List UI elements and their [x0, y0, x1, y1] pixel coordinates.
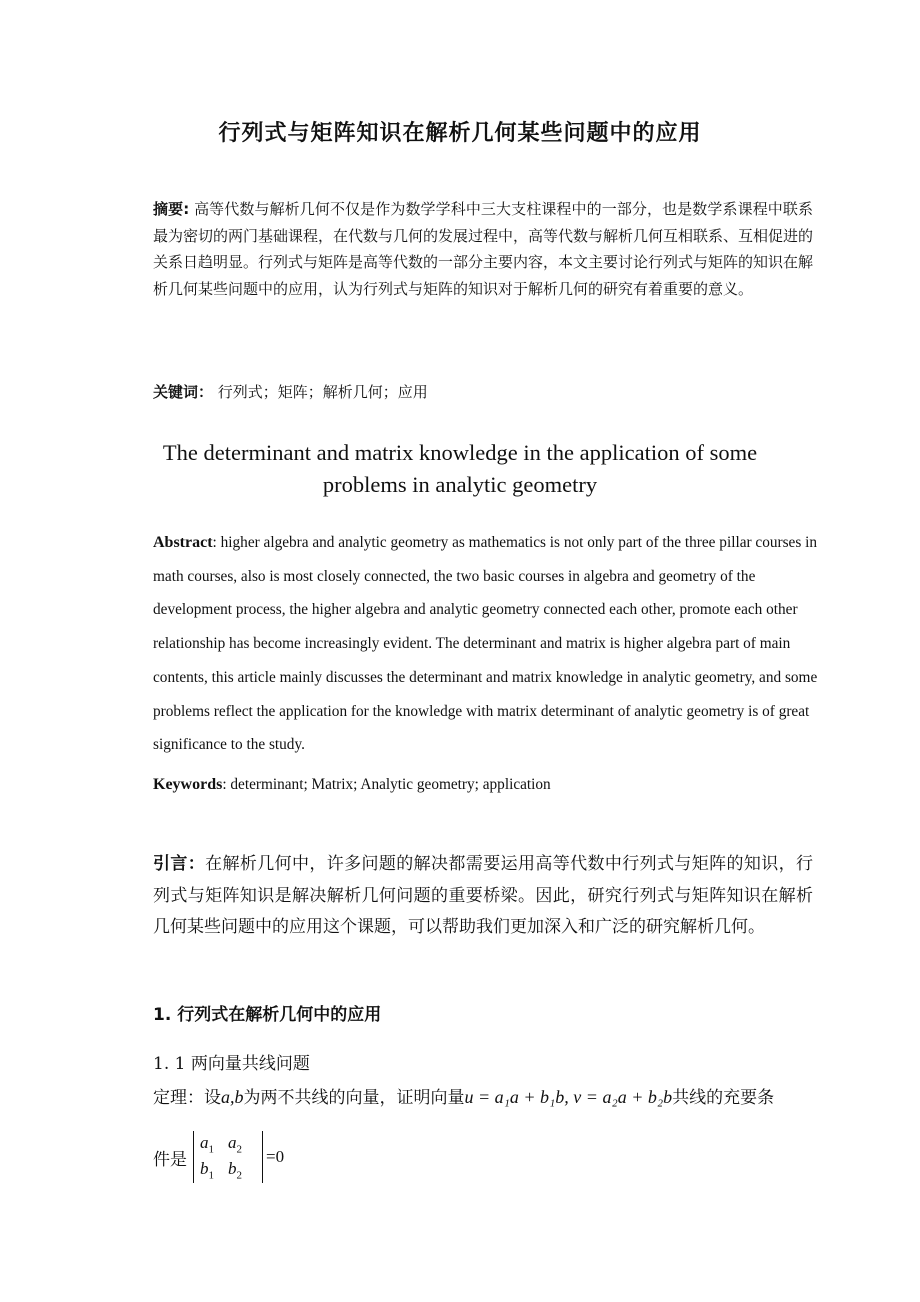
abstract-en: [153, 526, 818, 762]
subsection-heading-1-1: 1. 1 两向量共线问题: [153, 1054, 310, 1074]
condition-equals: =0: [266, 1147, 285, 1166]
theorem-mid: 为两不共线的向量，证明向量: [243, 1088, 465, 1108]
introduction: [153, 849, 813, 944]
paper-title-cn: 行列式与矩阵知识在解析几何某些问题中的应用: [218, 121, 702, 146]
intro-text: 在解析几何中，许多问题的解决都需要运用高等代数中行列式与矩阵的知识，行列式与矩阵知识是解决解析几何问题的重要桥梁。因此，研究行列式与矩阵知识在解析几何某些问题中的应用这个课题，可以帮助我们更加深入和广泛的研究解析几何。: [153, 854, 814, 937]
keywords-cn: [153, 381, 813, 402]
abstract-cn-text: 高等代数与解析几何不仅是作为数学学科中三大支柱课程中的一部分，也是数学系课程中联系最为密切的两门基础课程，在代数与几何的发展过程中，高等代数与解析几何互相联系、互相促进的关系日趋明显。行列式与矩阵是高等代数的一部分主要内容，本文主要讨论行列式与矩阵的知识在解析几何某些问题中的应用，认为行列式与矩阵的知识对于解析几何的研究有着重要的意义。: [153, 200, 814, 298]
theorem-condition: [153, 1129, 284, 1185]
determinant-row: [200, 1131, 256, 1157]
det-cell-b1: $b_1$: [200, 1158, 214, 1182]
theorem-statement: [153, 1082, 818, 1113]
abstract-cn-label: 摘要:: [153, 200, 190, 218]
section-heading-1: 1. 行列式在解析几何中的应用: [153, 1005, 382, 1025]
keywords-cn-label: 关键词：: [153, 383, 214, 401]
abstract-en-label: Abstract: [153, 534, 213, 551]
det-cell-a1: $a_1$: [200, 1132, 214, 1156]
condition-prefix: 件是: [153, 1149, 187, 1170]
intro-label: 引言：: [153, 854, 206, 874]
keywords-en-label: Keywords: [153, 776, 223, 793]
theorem-prefix: 定理：设: [153, 1088, 221, 1108]
det-cell-a2: $a_2$: [228, 1132, 242, 1156]
theorem-vars: a,b: [221, 1087, 244, 1107]
keywords-en-text: : determinant; Matrix; Analytic geometry; application: [222, 776, 551, 793]
det-cell-b2: $b_2$: [228, 1158, 242, 1182]
determinant: [193, 1131, 263, 1183]
theorem-formula: u = a₁a + b₁b, v = a₂a + b₂b: [464, 1087, 673, 1107]
keywords-cn-text: 行列式；矩阵；解析几何；应用: [217, 383, 428, 401]
abstract-cn: [153, 196, 813, 302]
abstract-en-text: : higher algebra and analytic geometry as mathematics is not only part of the three pillar courses in math courses, also is most closely connected, the two basic courses in algebra and geometry of the development process, the higher algebra and analytic geometry connected each other, promote each other relationship has become increasingly evident. The determinant and matrix is higher algebra part of main contents, this article mainly discusses the determinant and matrix knowledge in analytic geometry, and some problems reflect the application for the knowledge with matrix determinant of analytic geometry is of great significance to the study.: [153, 534, 818, 754]
determinant-row: [200, 1157, 256, 1183]
theorem-suffix: 共线的充要条: [672, 1088, 775, 1108]
keywords-en: [153, 776, 818, 794]
paper-title-en: The determinant and matrix knowledge in the application of some problems in analytic geometry: [162, 440, 758, 497]
